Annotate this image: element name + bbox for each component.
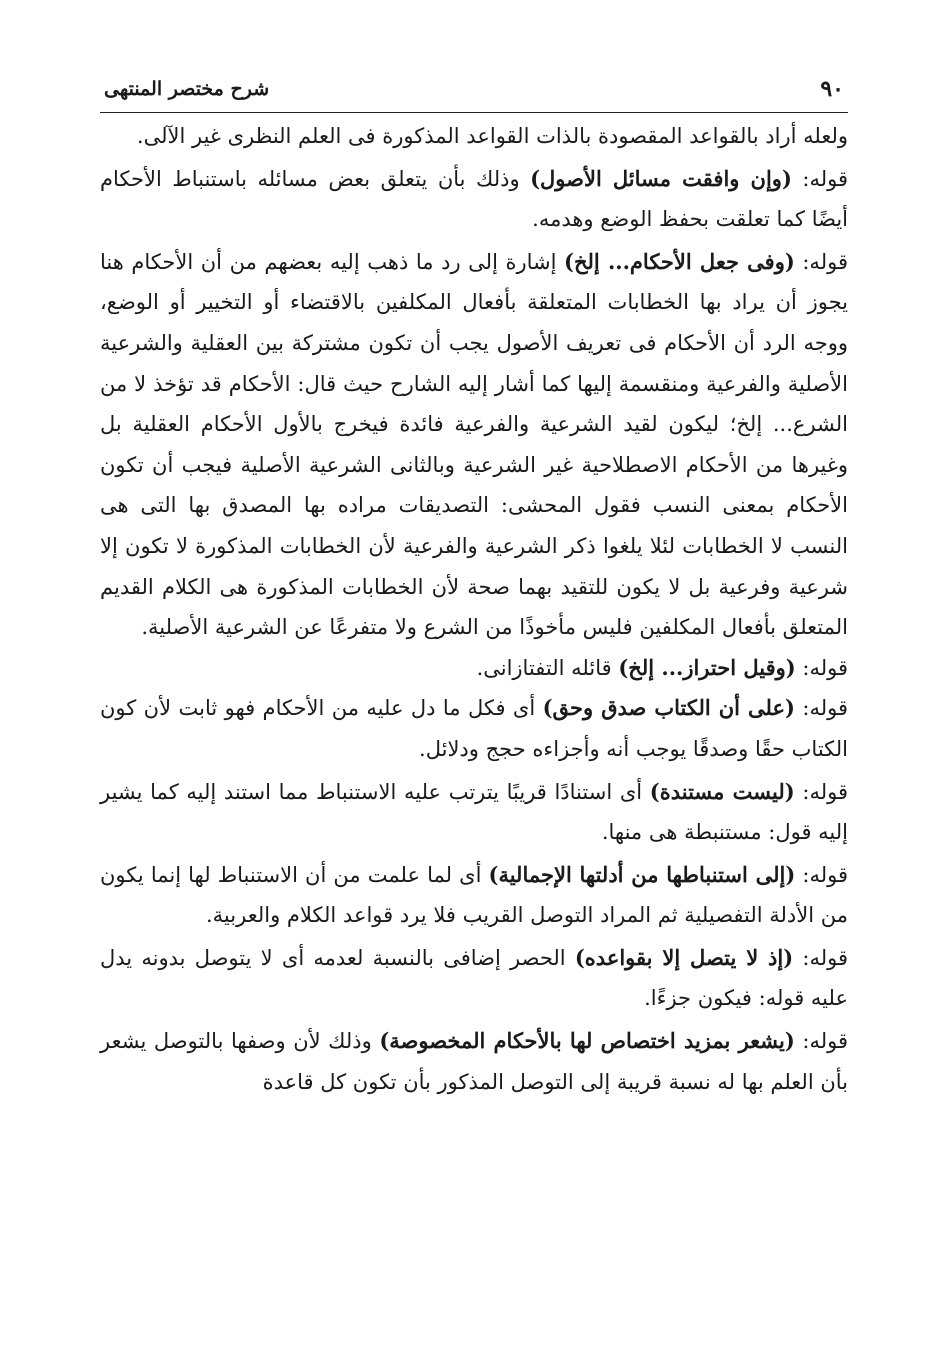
paragraph [100, 688, 848, 769]
commentary-text [100, 116, 848, 1102]
qawluhu-label: قوله: [794, 249, 848, 274]
paragraph-text: أى استنادًا قريبًا يترتب عليه الاستنباط مما استند إليه كما يشير إليه قول: مستنبطة هى منها. [100, 779, 848, 845]
paragraph-text: قائله التفتازانى. [476, 655, 619, 680]
quoted-phrase: (يشعر بمزيد اختصاص لها بالأحكام المخصوصة) [379, 1028, 795, 1054]
running-title: شرح مختصر المنتهى [104, 78, 270, 100]
quoted-phrase: (على أن الكتاب صدق وحق) [542, 695, 795, 721]
paragraph [100, 938, 848, 1019]
paragraph [100, 855, 848, 936]
paragraph [100, 116, 848, 157]
qawluhu-label: قوله: [795, 862, 849, 887]
qawluhu-label: قوله: [794, 696, 849, 721]
paragraph-text: أى فكل ما دل عليه من الأحكام فهو ثابت لأن كون الكتاب حقًا وصدقًا يوجب أنه وأجزاءه حجج ودلائل. [100, 696, 848, 761]
paragraph [100, 1021, 848, 1102]
page-number: ٩٠ [820, 76, 844, 102]
paragraph [100, 772, 848, 853]
quoted-phrase: (وإن وافقت مسائل الأصول) [530, 165, 792, 191]
page-header [100, 72, 848, 113]
paragraph-text: وذلك لأن وصفها بالتوصل يشعر بأن العلم بها له نسبة قريبة إلى التوصل المذكور بأن تكون كل قاعدة [100, 1029, 848, 1094]
quoted-phrase: (إذ لا يتصل إلا بقواعده) [574, 944, 794, 970]
paragraph-text: الحصر إضافى بالنسبة لعدمه أى لا يتوصل بدونه يدل عليه قوله: فيكون جزءًا. [100, 945, 848, 1011]
quoted-phrase: (ليست مستندة) [649, 778, 795, 804]
paragraph [100, 159, 848, 240]
paragraph-text: ولعله أراد بالقواعد المقصودة بالذات القواعد المذكورة فى العلم النظرى غير الآلى. [136, 124, 848, 148]
quoted-phrase: (إلى استنباطها من أدلتها الإجمالية) [488, 861, 796, 887]
paragraph-text: أى لما علمت من أن الاستنباط لها إنما يكون من الأدلة التفصيلية ثم المراد التوصل القريب فلا يرد قواعد الكلام والعربية. [100, 862, 848, 928]
paragraph-text: إشارة إلى رد ما ذهب إليه بعضهم من أن الأحكام هنا يجوز أن يراد بها الخطابات المتعلقة بأفعال المكلفين بالاقتضاء أو التخيير أو الوضع، ووجه الرد أن الأحكام فى تعريف الأصول يجب أن تكون مشتركة بين العقلية والشرعية الأصلية والفرعية ومنقسمة إليها كما أشار إليه الشارح حيث قال: الأحكام قد تؤخذ لا من الشرع... إلخ؛ ليكون لقيد الشرعية والفرعية فائدة فيخرج بالأول الأحكام العقلية بل وغيرها من الأحكام الاصطلاحية غير الشرعية وبالثانى الشرعية الأصلية فيجب أن تكون الأحكام بمعنى النسب فقول المحشى: التصديقات مراده بها المصدق بها التى هى النسب لا الخطابات لئلا يلغوا ذكر الشرعية والفرعية لأن الخطابات المذكورة لا تكون إلا شرعية وفرعية بل لا يكون للتقيد بهما صحة لأن الخطابات المذكورة هى الكلام القديم المتعلق بأفعال المكلفين فليس مأخوذًا من الشرع ولا متفرعًا عن الشرعية الأصلية. [100, 249, 848, 640]
quoted-phrase: (وفى جعل الأحكام... إلخ) [564, 248, 795, 274]
qawluhu-label: قوله: [793, 945, 849, 970]
qawluhu-label: قوله: [794, 1029, 849, 1054]
paragraph-text: وذلك بأن يتعلق بعض مسائله باستنباط الأحكام أيضًا كما تعلقت بحفظ الوضع وهدمه. [100, 166, 848, 232]
qawluhu-label: قوله: [791, 166, 849, 191]
quoted-phrase: (وقيل احتراز... إلخ) [618, 654, 796, 680]
paragraph [100, 242, 848, 648]
qawluhu-label: قوله: [795, 655, 848, 680]
paragraph [100, 648, 848, 689]
qawluhu-label: قوله: [794, 779, 848, 804]
